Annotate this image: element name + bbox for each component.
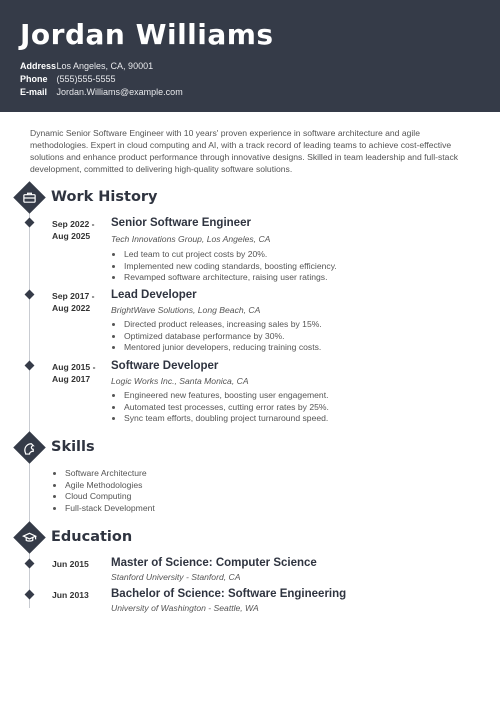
timeline-marker [25,559,35,569]
contact-address [20,61,153,71]
job-date-end: Aug 2025 [52,231,91,241]
list-item: • Automated test processes, cutting error rates by 25%. [124,402,329,414]
list-item: • Led team to cut project costs by 20%. [124,249,337,261]
job-date [52,361,95,385]
education-heading: Education [51,529,133,545]
contact-email [20,87,183,97]
candidate-name: Jordan Williams [20,18,274,51]
skills-icon [13,431,46,464]
work-history-heading: Work History [51,189,158,205]
address-value: Los Angeles, CA, 90001 [56,61,154,71]
contact-phone [20,74,116,84]
job-bullets [111,390,329,425]
education-date: Jun 2015 [52,559,89,569]
list-item: • Cloud Computing [65,491,155,503]
job-date-end: Aug 2022 [52,303,91,313]
job-date-start: Aug 2015 - [52,362,96,372]
job-date-start: Sep 2017 - [52,291,95,301]
skills-list [52,468,155,514]
address-label: Address [20,61,57,71]
job-date [52,290,95,314]
resume-header [0,0,500,112]
timeline-marker [25,590,35,600]
degree-title: Master of Science: Computer Science [111,557,317,569]
job-company: BrightWave Solutions, Long Beach, CA [111,305,261,315]
school-name: University of Washington - Seattle, WA [111,603,259,613]
list-item: • Revamped software architecture, raising user ratings. [124,272,337,284]
list-item: • Agile Methodologies [65,480,155,492]
list-item: • Full-stack Development [65,503,155,515]
email-value[interactable]: Jordan.Williams@example.com [56,87,183,97]
list-item: • Implemented new coding standards, boosting efficiency. [124,261,337,273]
job-company: Logic Works Inc., Santa Monica, CA [111,376,249,386]
education-date: Jun 2013 [52,590,89,600]
list-item: • Software Architecture [65,468,155,480]
list-item: • Optimized database performance by 30%. [124,331,322,343]
job-date-start: Sep 2022 - [52,219,95,229]
job-date-end: Aug 2017 [52,374,91,384]
professional-summary: Dynamic Senior Software Engineer with 10 years' proven experience in software architecture and agile methodologies. Expert in cloud computing and AI, with a track record of leading teams to achieve cost-effective solutions and enhance product performance through innovative designs. Skilled in team leadership and full-stack development, committed to delivering high-quality software solutions. [30,128,459,174]
school-name: Stanford University - Stanford, CA [111,572,241,582]
phone-value: (555)555-5555 [56,74,116,84]
timeline-marker [25,290,35,300]
job-title: Software Developer [111,360,219,372]
skills-heading: Skills [51,439,95,455]
job-bullets [111,249,337,284]
graduation-cap-icon [13,521,46,554]
job-company: Tech Innovations Group, Los Angeles, CA [111,234,271,244]
job-date [52,218,95,242]
job-title: Lead Developer [111,289,197,301]
phone-label: Phone [20,74,48,84]
briefcase-icon [13,181,46,214]
list-item: • Engineered new features, boosting user engagement. [124,390,329,402]
list-item: • Sync team efforts, doubling project turnaround speed. [124,413,329,425]
degree-title: Bachelor of Science: Software Engineering [111,588,347,600]
list-item: • Directed product releases, increasing sales by 15%. [124,319,322,331]
job-title: Senior Software Engineer [111,217,251,229]
job-bullets [111,319,322,354]
timeline-marker [25,218,35,228]
list-item: • Mentored junior developers, reducing training costs. [124,342,322,354]
timeline-marker [25,361,35,371]
email-label: E-mail [20,87,48,97]
